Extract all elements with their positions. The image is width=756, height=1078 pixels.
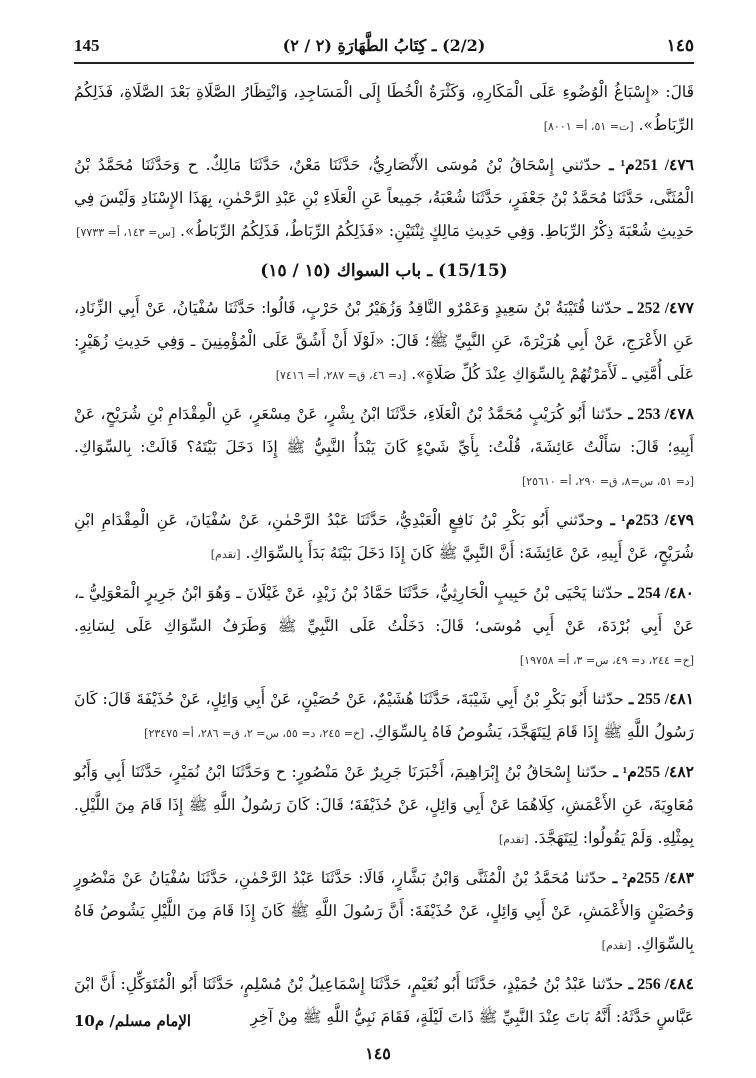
hadith-reference: [خ= ٢٤٤، د= ٤٩، س= ٣، أ= ١٩٧٥٨] <box>519 654 694 667</box>
hadith-text: حدّثنا مُحَمَّدُ بْنُ الْمُثَنَّى وَابْنُ بَشَّارٍ، قَالَا: حَدَّثَنَا عَبْدُ الرَّحْمٰنِ، حَدَّثَنَا سُفْيَانُ عَنْ مَنْصُورٍ وَحُصَيْنٍ وَالأَعْمَشِ، عَنْ أَبِي وَائِلٍ، عَنْ حُذَيْفَةَ: أَنَّ رَسُولَ اللَّهِ ﷺ كَانَ إِذَا قَامَ مِنَ اللَّيْلِ يَشُوصُ فَاهُ بِالسِّوَاكِ. <box>74 869 694 953</box>
hadith-482 <box>74 756 694 856</box>
hadith-text: حدّثنا أَبُو بَكْرِ بْنُ أَبِي شَيْبَةَ، حَدَّثَنَا هُشَيْمٌ، عَنْ حُصَيْنٍ، عَنْ أَبِي وَائِلٍ، عَنْ حُذَيْفَةَ قَالَ: كَانَ رَسُولُ اللَّهِ ﷺ إِذَا قَامَ لِيَتَهَجَّدَ، يَشُوصُ فَاهُ بِالسِّوَاكِ. <box>74 690 694 741</box>
hadith-481 <box>74 683 694 750</box>
hadith-text: حدّثني إِسْحَاقُ بْنُ مُوسَى الأَنْصَارِيُّ، حَدَّثَنَا مَعْنٌ، حَدَّثَنَا مَالِكٌ. ح وَحَدَّثَنَا مُحَمَّدُ بْنُ الْمُثَنَّى، حَدَّثَنَا مُحَمَّدُ بْنُ جَعْفَرٍ، حَدَّثَنَا شُعْبَةُ، جَمِيعاً عَنِ الْعَلَاءِ بْنِ عَبْدِ الرَّحْمٰنِ، بِهَذَا الإِسْنَادِ وَلَيْسَ فِي حَدِيثِ شُعْبَةَ ذِكْرُ الرِّبَاطِ. وَفِي حَدِيثِ مَالِكٍ ثِنْتَيْنِ: «فَذَلِكُمُ الرِّبَاطُ، فَذَلِكُمُ الرِّبَاطُ». <box>74 156 694 240</box>
header-rule <box>74 62 694 64</box>
hadith-number: ٤٨١/ 255 ـ <box>628 691 694 708</box>
hadith-text: حدّثنا يَحْيَى بْنُ حَبِيبٍ الْحَارِثِيُّ، حَدَّثَنَا حَمَّادُ بْنُ زَيْدٍ، عَنْ غَيْلَانَ ـ وَهُوَ ابْنُ جَرِيرٍ الْمَعْوَلِيُّ ـ، عَنْ أَبِي بُرْدَةَ، عَنْ أَبِي مُوسَى؛ قَالَ: دَخَلْتُ عَلَى النَّبِيِّ ﷺ وَطَرَفُ السِّوَاكِ عَلَى لِسَانِهِ. <box>74 584 694 635</box>
hadith-reference: [ت= ٥١، أ= ٨٠٠١] <box>543 120 634 133</box>
hadith-number: ٤٧٧/ 252 ـ <box>627 300 694 317</box>
page-number-arabic: ١٤٥ <box>666 36 694 56</box>
hadith-477 <box>74 292 694 392</box>
hadith-reference: [تقدم] <box>498 833 529 846</box>
chapter-heading: (15/15) ـ باب السواك (١٥ / ١٥) <box>260 261 508 281</box>
hadith-number: ٤٧٨/ 253 ـ <box>628 406 694 423</box>
hadith-reference: [د= ٤٦، ق= ٢٨٧، أ= ٧٤١٦] <box>275 369 407 382</box>
hadith-reference: [س= ١٤٣، أ= ٧٧٣٣] <box>76 226 176 239</box>
hadith-reference: [تقدم] <box>210 548 241 561</box>
hadith-number: ٤٨٠/ 254 ـ <box>628 585 694 602</box>
hadith-reference: [خ= ٢٤٥، د= ٥٥، س= ٢، ق= ٢٨٦، أ= ٢٣٤٧٥] <box>144 727 365 740</box>
hadith-text: حدّثنا إِسْحَاقُ بْنُ إِبْرَاهِيمَ، أَخْبَرَنَا جَرِيرٌ عَنْ مَنْصُورٍ: ح وَحَدَّثَنَا ابْنُ نُمَيْرٍ، حَدَّثَنَا أَبِي وَأَبُو مُعَاوِيَةَ، عَنِ الأَعْمَشِ، كِلَاهُمَا عَنْ أَبِي وَائِلٍ، عَنْ حُذَيْفَةَ؛ قَالَ: كَانَ رَسُولُ اللَّهِ ﷺ إِذَا قَامَ مِنَ اللَّيْلِ. بِمِثْلِهِ. وَلَمْ يَقُولُوا: لِيَتَهَجَّدَ. <box>74 763 694 847</box>
hadith-478 <box>74 398 694 498</box>
page-header <box>74 34 694 64</box>
hadith-text: حدّثنا قُتَيْبَةُ بْنُ سَعِيدٍ وَعَمْرٌو النَّاقِدُ وَزُهَيْرُ بْنُ حَرْبٍ، قَالُوا: حَدَّثَنَا سُفْيَانُ، عَنْ أَبِي الزِّنَادِ، عَنِ الأَعْرَجِ، عَنْ أَبِي هُرَيْرَةَ، عَنِ النَّبِيِّ ﷺ؛ قَالَ: «لَوْلَا أَنْ أَشُقَّ عَلَى الْمُؤْمِنِينَ ـ وَفِي حَدِيثِ زُهَيْرٍ: عَلَى أُمَّتِي ـ لَأَمَرْتُهُمْ بِالسِّوَاكِ عِنْدَ كُلِّ صَلَاةٍ». <box>74 299 694 383</box>
hadith-number: ٤٨٣/ 255م² ـ <box>612 870 694 887</box>
hadith-number: ٤٧٦/ 251م¹ ـ <box>609 157 694 174</box>
hadith-reference: [تقدم] <box>601 939 632 952</box>
hadith-text: حدّثنا عَبْدُ بْنُ حُمَيْدٍ، حَدَّثَنَا أَبُو نُعَيْمٍ، حَدَّثَنَا إِسْمَاعِيلُ بْنُ مُسْلِمٍ، حَدَّثَنَا أَبُو الْمُتَوَكِّلِ: أَنَّ ابْنَ عَبَّاسٍ حَدَّثَهُ: أَنَّهُ بَاتَ عِنْدَ النَّبِيِّ ﷺ ذَاتَ لَيْلَةٍ، فَقَامَ نَبِيُّ اللَّهِ ﷺ مِنْ آخِرِ <box>74 975 694 1026</box>
hadith-continuation <box>74 76 694 143</box>
running-title: (2/2) ـ كِتَابُ الطَّهَارَةِ (٢ / ٢) <box>282 36 486 55</box>
hadith-479 <box>74 504 694 571</box>
hadith-text: وحدّثني أَبُو بَكْرِ بْنُ نَافِعٍ الْعَبْدِيُّ، حَدَّثَنَا عَبْدُ الرَّحْمٰنِ، عَنْ سُفْيَانَ، عَنِ الْمِقْدَامِ ابْنِ شُرَيْحٍ، عَنْ أَبِيهِ، عَنْ عَائِشَةَ: أَنَّ النَّبِيَّ ﷺ كَانَ إِذَا دَخَلَ بَيْتَهُ بَدَأَ بِالسِّوَاكِ. <box>74 511 694 562</box>
hadith-text: حدّثنا أَبُو كُرَيْبٍ مُحَمَّدُ بْنُ الْعَلَاءِ، حَدَّثَنَا ابْنُ بِشْرٍ، عَنْ مِسْعَرٍ، عَنِ الْمِقْدَامِ بْنِ شُرَيْحٍ، عَنْ أَبِيهِ؛ قَالَ: سَأَلْتُ عَائِشَةَ، قُلْتُ: بِأَيِّ شَيْءٍ كَانَ يَبْدَأُ النَّبِيُّ ﷺ إِذَا دَخَلَ بَيْتَهُ؟ قَالَتْ: بِالسِّوَاكِ. <box>74 405 694 456</box>
page-number-latin: 145 <box>74 36 100 55</box>
hadith-480 <box>74 577 694 677</box>
hadith-483 <box>74 862 694 962</box>
hadith-reference: [د= ٥١، س=٨، ق= ٢٩٠، أ= ٢٥٦١٠] <box>521 475 694 488</box>
hadith-number: ٤٧٩/ 253م¹ ـ <box>610 512 694 529</box>
hadith-number: ٤٨٢/ 255م¹ ـ <box>613 764 694 781</box>
hadith-text: قَالَ: «إِسْبَاغُ الْوُضُوءِ عَلَى الْمَكَارِهِ، وَكَثْرَةُ الْخُطَا إِلَى الْمَسَاجِدِ، وَانْتِظَارُ الصَّلَاةِ بَعْدَ الصَّلَاةِ، فَذَلِكُمُ الرِّبَاطُ». <box>74 83 694 134</box>
volume-signature: الإمام مسلم/ م10 <box>74 1012 192 1030</box>
hadith-476 <box>74 149 694 249</box>
footer-page-number: ١٤٥ <box>365 1044 391 1063</box>
page-body <box>74 76 694 1040</box>
hadith-number: ٤٨٤/ 256 ـ <box>628 976 694 993</box>
